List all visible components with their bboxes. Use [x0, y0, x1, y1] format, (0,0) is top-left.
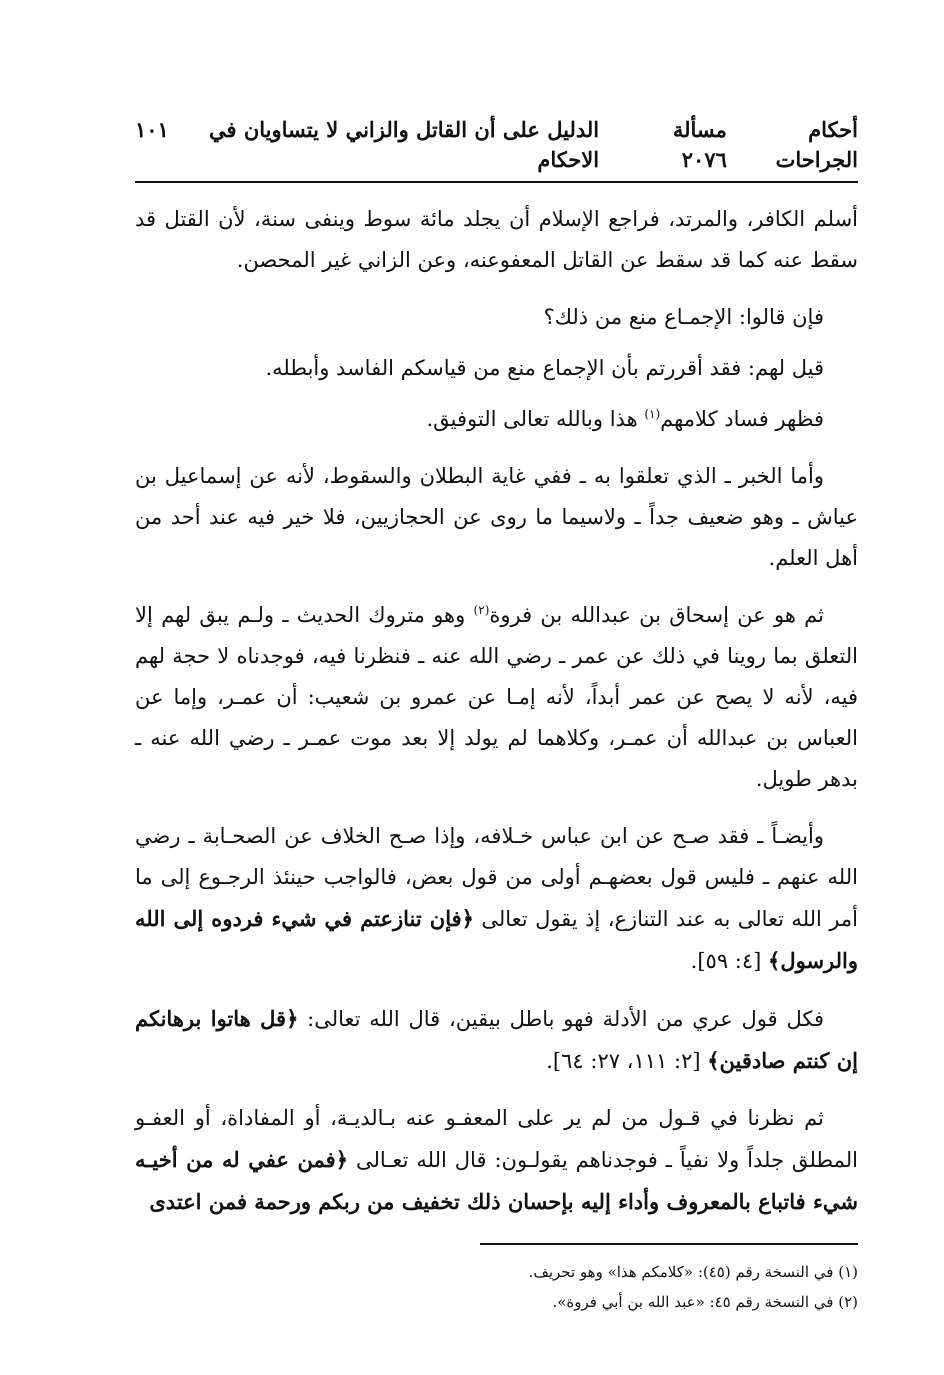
body-text	[135, 199, 858, 1223]
footnote: (١) في النسخة رقم (٤٥): «كلامكم هذا» وهو تحريف.	[528, 1263, 858, 1281]
page-number: ١٠١	[135, 117, 169, 142]
paragraph: قيل لهم: فقد أقررتم بأن الإجماع منع من قياسكم الفاسد وأبطله.	[265, 356, 824, 380]
footnote-marker: (٢)	[473, 603, 490, 617]
paragraph-text: ثم نظرنا في قـول من لم ير على المعفـو عنه بـالديـة، أو المفاداة، أو العفـو المطلق جلداً ولا نفياً ـ فوجدناهم يقولـون: قال الله تعـالى	[135, 1106, 858, 1172]
paragraph: فإن قالوا: الإجمـاع منع من ذلك؟	[543, 305, 824, 329]
running-header	[135, 115, 858, 183]
paragraph	[135, 998, 858, 1082]
paragraph	[135, 399, 858, 440]
paragraph	[135, 1098, 858, 1223]
footnote-marker: (١)	[644, 407, 661, 421]
paragraph: أسلم الكافر، والمرتد، فراجع الإسلام أن يجلد مائة سوط وينفى سنة، لأن القتل قد سقط عنه كما قد سقط عن القاتل المعفوعنه، وعن الزاني غير المحصن.	[135, 207, 858, 272]
footnote: (٢) في النسخة رقم ٤٥: «عبد الله بن أبي فروة».	[552, 1293, 858, 1311]
paragraph-text: فظهر فساد كلامهم	[660, 407, 824, 431]
verse-reference: [٤: ٥٩].	[690, 949, 769, 973]
book-title: أحكام الجراحات	[775, 117, 858, 172]
paragraph	[135, 595, 858, 800]
issue-number: مسألة ٢٠٧٦	[672, 117, 727, 172]
paragraph	[135, 816, 858, 982]
quran-quote: ﴿قل هاتوا برهانكم إن كنتم صادقين﴾	[135, 1006, 858, 1073]
paragraph-text: وأيضـاً ـ فقد صـح عن ابن عباس خـلافه، وإذا صـح الخلاف عن الصحـابة ـ رضي الله عنهم ـ فليس قول بعضهـم أولى من قول بعض، فالواجب حينئذ الرجـوع إلى ما أمر الله تعالى به عند التنازع، إذ يقول تعالى	[135, 824, 858, 931]
verse-reference: [٢: ١١١، ٢٧: ٦٤].	[546, 1049, 708, 1073]
header-center	[169, 115, 727, 175]
quran-quote: ﴿فإن تنازعتم في شيء فردوه إلى الله والرسول﴾	[135, 906, 858, 973]
paragraph-text: ثم هو عن إسحاق بن عبدالله بن فروة	[489, 603, 824, 627]
footnote-divider	[480, 1243, 858, 1245]
footnotes	[135, 1257, 858, 1317]
paragraph-text: هذا وبالله تعالى التوفيق.	[426, 407, 645, 431]
paragraph: وأما الخبر ـ الذي تعلقوا به ـ ففي غاية البطلان والسقوط، لأنه عن إسماعيل بن عياش ـ وهو ضعيف جداً ـ ولاسيما ما روى عن الحجازيين، فلا خير فيه عند أحد من أهل العلم.	[135, 464, 858, 570]
section-topic: الدليل على أن القاتل والزاني لا يتساويان في الاحكام	[209, 117, 600, 172]
book-page	[135, 115, 858, 1317]
quran-quote: ﴿فمن عفي له من أخيـه شيء فاتباع بالمعروف وأداء إليه بإحسان ذلك تخفيف من ربكم ورحمة فمن اعتدى	[135, 1147, 858, 1214]
paragraph-text: وهو متروك الحديث ـ ولـم يبق لهم إلا التعلق بما روينا في ذلك عن عمر ـ رضي الله عنه ـ فنظرنا فيه، فوجدناه لا حجة لهم فيه، لأنه لا يصح عن عمر أبداً، لأنه إمـا عن عمرو بن شعيب: أن عمـر، وإما عن العباس بن عبدالله أن عمـر، وكلاهما لم يولد إلا بعد موت عمـر ـ رضي الله عنه ـ بدهر طويل.	[135, 603, 858, 791]
paragraph-text: فكل قول عري من الأدلة فهو باطل بيقين، قال الله تعالى:	[298, 1007, 824, 1031]
